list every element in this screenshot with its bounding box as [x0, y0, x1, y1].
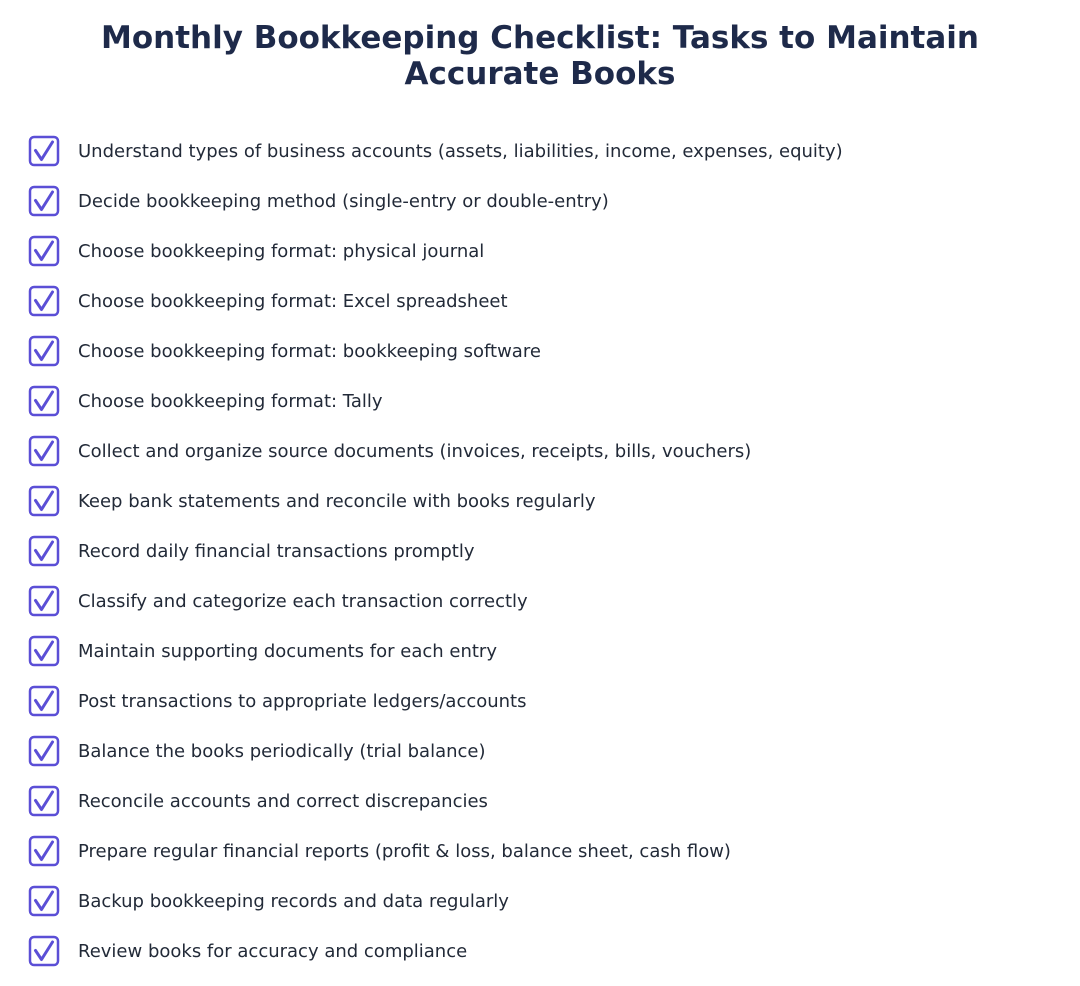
- checklist-item-label: Backup bookkeeping records and data regularly: [78, 890, 509, 912]
- checked-checkbox-icon[interactable]: [28, 835, 60, 867]
- checklist-item-label: Post transactions to appropriate ledgers/accounts: [78, 690, 527, 712]
- checklist-item-label: Reconcile accounts and correct discrepancies: [78, 790, 488, 812]
- page-title: [0, 20, 1080, 92]
- checked-checkbox-icon[interactable]: [28, 185, 60, 217]
- checklist-item-label: Choose bookkeeping format: Tally: [78, 390, 383, 412]
- checklist-item[interactable]: [28, 726, 843, 776]
- checklist-item[interactable]: [28, 226, 843, 276]
- checklist-item[interactable]: [28, 526, 843, 576]
- checklist-item[interactable]: [28, 826, 843, 876]
- checklist-item-label: Choose bookkeeping format: physical journal: [78, 240, 485, 262]
- checklist-item-label: Understand types of business accounts (assets, liabilities, income, expenses, equity): [78, 140, 843, 162]
- checked-checkbox-icon[interactable]: [28, 785, 60, 817]
- checklist: [28, 126, 843, 976]
- checklist-item[interactable]: [28, 926, 843, 976]
- checklist-item-label: Choose bookkeeping format: Excel spreadsheet: [78, 290, 508, 312]
- checked-checkbox-icon[interactable]: [28, 385, 60, 417]
- checklist-item-label: Choose bookkeeping format: bookkeeping software: [78, 340, 541, 362]
- checked-checkbox-icon[interactable]: [28, 335, 60, 367]
- checked-checkbox-icon[interactable]: [28, 635, 60, 667]
- checklist-item-label: Decide bookkeeping method (single-entry or double-entry): [78, 190, 609, 212]
- checklist-item[interactable]: [28, 876, 843, 926]
- checked-checkbox-icon[interactable]: [28, 735, 60, 767]
- checklist-item[interactable]: [28, 276, 843, 326]
- checklist-item-label: Collect and organize source documents (invoices, receipts, bills, vouchers): [78, 440, 752, 462]
- checklist-item-label: Record daily financial transactions promptly: [78, 540, 475, 562]
- checked-checkbox-icon[interactable]: [28, 435, 60, 467]
- checked-checkbox-icon[interactable]: [28, 285, 60, 317]
- checklist-item-label: Maintain supporting documents for each entry: [78, 640, 497, 662]
- checked-checkbox-icon[interactable]: [28, 535, 60, 567]
- checklist-item[interactable]: [28, 176, 843, 226]
- checklist-item[interactable]: [28, 676, 843, 726]
- checklist-item[interactable]: [28, 476, 843, 526]
- checklist-item[interactable]: [28, 776, 843, 826]
- checklist-item[interactable]: [28, 576, 843, 626]
- page-title-line-1: Monthly Bookkeeping Checklist: Tasks to Maintain: [100, 20, 979, 56]
- checked-checkbox-icon[interactable]: [28, 685, 60, 717]
- checklist-item[interactable]: [28, 426, 843, 476]
- checklist-item[interactable]: [28, 376, 843, 426]
- checked-checkbox-icon[interactable]: [28, 585, 60, 617]
- page-title-line-2: Accurate Books: [404, 56, 676, 92]
- checklist-item[interactable]: [28, 326, 843, 376]
- checked-checkbox-icon[interactable]: [28, 235, 60, 267]
- checked-checkbox-icon[interactable]: [28, 885, 60, 917]
- checklist-item-label: Review books for accuracy and compliance: [78, 940, 468, 962]
- checklist-item-label: Balance the books periodically (trial balance): [78, 740, 486, 762]
- checklist-item-label: Classify and categorize each transaction correctly: [78, 590, 528, 612]
- checklist-item-label: Prepare regular financial reports (profit & loss, balance sheet, cash flow): [78, 840, 731, 862]
- checklist-item-label: Keep bank statements and reconcile with books regularly: [78, 490, 596, 512]
- checklist-item[interactable]: [28, 626, 843, 676]
- checklist-item[interactable]: [28, 126, 843, 176]
- checked-checkbox-icon[interactable]: [28, 935, 60, 967]
- checked-checkbox-icon[interactable]: [28, 485, 60, 517]
- checked-checkbox-icon[interactable]: [28, 135, 60, 167]
